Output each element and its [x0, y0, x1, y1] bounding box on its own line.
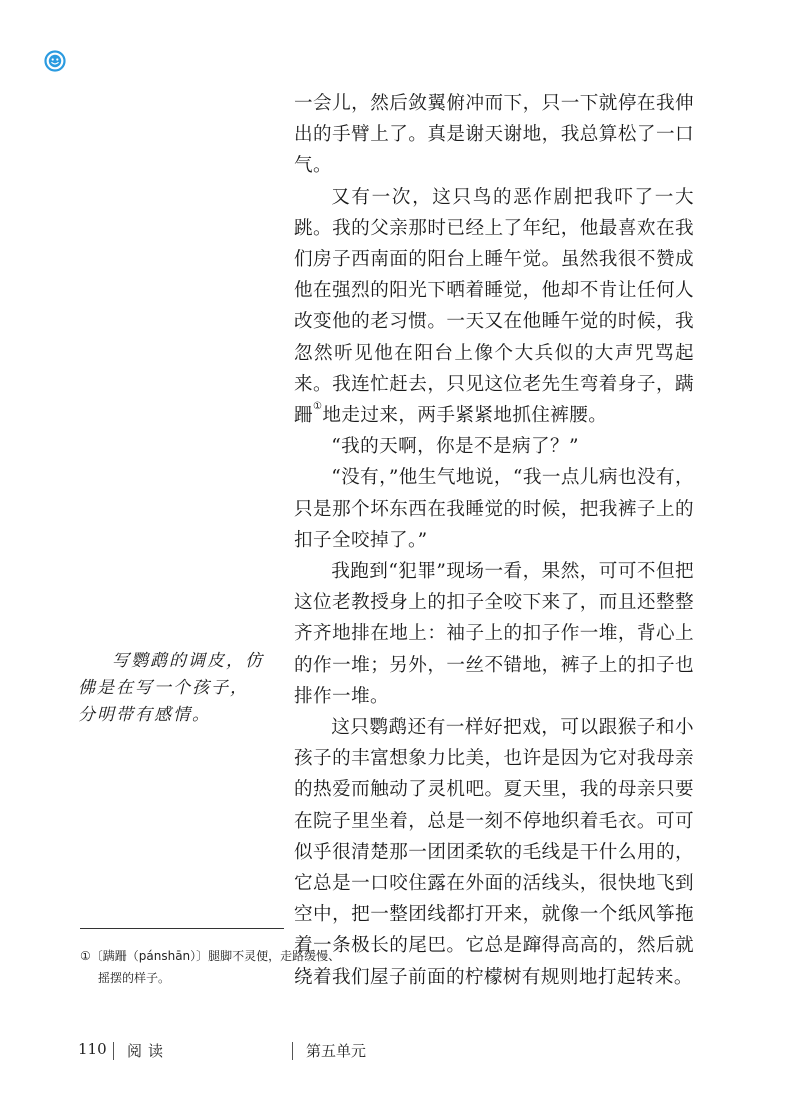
side-note-text: 写鹦鹉的调皮，仿佛是在写一个孩子，分明带有感情。: [78, 651, 264, 725]
paragraph-yarn-trick: 这只鹦鹉还有一样好把戏，可以跟猴子和小孩子的丰富想象力比美，也许是因为它对我母亲的热爱而触动了灵机吧。夏天里，我的母亲只要在院子里坐着，总是一刻不停地织着毛衣。可可似乎很清楚那一团团柔软的毛线是干什么用的，它总是一口咬住露在外面的活线头，很快地飞到空中，把一整团线都打开来，就像一个纸风筝拖着一条极长的尾巴。它总是蹿得高高的，然后就绕着我们屋子前面的柠檬树有规则地打起转来。: [294, 717, 694, 988]
paragraph-continuation: 一会儿，然后敛翼俯冲而下，只一下就停在我伸出的手臂上了。真是谢天谢地，我总算松了一口气。: [294, 93, 694, 177]
unit-name: 第五单元: [306, 1042, 367, 1060]
footnote-line-1: ①〔蹒跚（pánshān）〕腿脚不灵便，走路缓慢、: [80, 949, 341, 963]
paragraph-father-nap: [294, 182, 694, 432]
paragraph-father-nap-text: 又有一次，这只鸟的恶作剧把我吓了一大跳。我的父亲那时已经上了年纪，他最喜欢在我们房子西南面的阳台上睡午觉。虽然我很不赞成他在强烈的阳光下晒着睡觉，他却不肯让任何人改变他的老习惯。一天又在他睡午觉的时候，我忽然听见他在阳台上像个大兵似的大声咒骂起来。我连忙赶去，只见这位老先生弯着身子，蹒跚: [294, 186, 694, 427]
main-text: [294, 88, 694, 993]
footer-divider: [113, 1042, 114, 1060]
smiley-face-icon: [44, 50, 66, 72]
paragraph-dialogue-answer: “没有，”他生气地说，“我一点儿病也没有，只是那个坏东西在我睡觉的时候，把我裤子上的扣子全咬掉了。”: [294, 467, 694, 551]
page-number: 110: [78, 1040, 107, 1058]
footnote-marker: ①: [313, 401, 323, 413]
paragraph-father-nap-end: 地走过来，两手紧紧地抓住裤腰。: [322, 405, 608, 427]
section-name: 阅读: [127, 1042, 170, 1060]
side-note: [78, 648, 264, 729]
page-footer: [0, 1040, 800, 1064]
footnote-divider: [80, 928, 284, 929]
footer-divider: [292, 1042, 293, 1060]
paragraph-dialogue-question: “我的天啊，你是不是病了？”: [331, 436, 579, 458]
footnote: [80, 945, 400, 989]
footnote-line-2: 摇摆的样子。: [98, 971, 171, 985]
paragraph-crime-scene: 我跑到“犯罪”现场一看，果然，可可不但把这位老教授身上的扣子全咬下来了，而且还整整齐齐地排在地上：袖子上的扣子作一堆，背心上的作一堆；另外，一丝不错地，裤子上的扣子也排作一堆。: [294, 561, 694, 707]
